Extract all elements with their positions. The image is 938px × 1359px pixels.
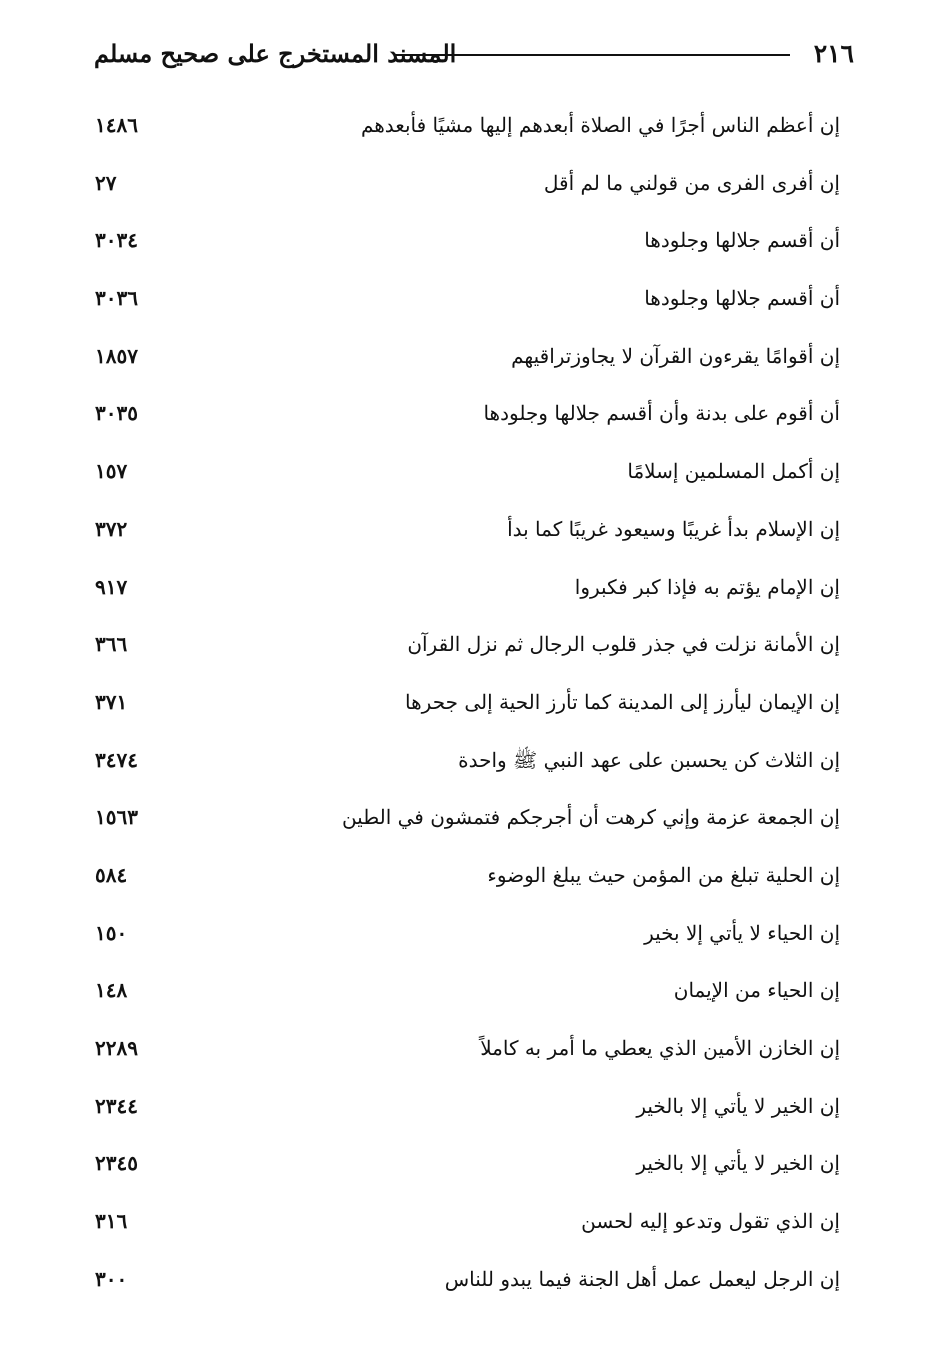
page-number: ٢١٦: [813, 39, 854, 68]
hadith-number: ٢٧: [95, 170, 117, 195]
hadith-number: ٣٧١: [95, 689, 128, 714]
index-entry: [95, 681, 840, 739]
hadith-index-list: [95, 104, 840, 1315]
hadith-number: ٢٢٨٩: [95, 1036, 138, 1060]
index-entry: [95, 854, 840, 912]
hadith-text: إن الإسلام بدأ غريبًا وسيعود غريبًا كما بدأ: [507, 516, 840, 541]
hadith-text: إن الإيمان ليأرز إلى المدينة كما تأرز الحية إلى جحرها: [405, 689, 840, 714]
hadith-text: إن الذي تقول وتدعو إليه لحسن: [581, 1209, 840, 1234]
hadith-text: إن الخير لا يأتي إلا بالخير: [636, 1151, 840, 1176]
hadith-number: ٥٨٤: [95, 862, 128, 887]
hadith-number: ١٥٧: [95, 459, 128, 484]
hadith-number: ٢٣٤٤: [95, 1093, 138, 1118]
hadith-text: أن أقسم جلالها وجلودها: [644, 286, 840, 311]
hadith-number: ١٤٨٦: [95, 113, 138, 137]
hadith-text: إن الحياء لا يأتي إلا بخير: [644, 920, 840, 945]
hadith-number: ١٥٦٣: [95, 805, 138, 830]
index-entry: [95, 912, 840, 970]
index-entry: [95, 969, 840, 1027]
hadith-number: ٩١٧: [95, 574, 128, 599]
hadith-text: أن أقوم على بدنة وأن أقسم جلالها وجلودها: [483, 401, 840, 426]
hadith-number: ٣٤٧٤: [95, 747, 138, 772]
index-entry: [95, 796, 840, 854]
hadith-text: إن الرجل ليعمل عمل أهل الجنة فيما يبدو للناس: [444, 1266, 840, 1291]
page-header: [94, 36, 854, 76]
hadith-number: ١٨٥٧: [95, 343, 138, 368]
hadith-text: إن أعظم الناس أجرًا في الصلاة أبعدهم إليها مشيًا فأبعدهم: [360, 113, 840, 137]
hadith-text: إن الأمانة نزلت في جذر قلوب الرجال ثم نزل القرآن: [407, 632, 840, 657]
index-entry: [95, 335, 840, 393]
index-entry: [95, 1085, 840, 1143]
hadith-text: إن الخازن الأمين الذي يعطي ما أمر به كاملاً: [480, 1036, 840, 1060]
index-entry: [95, 623, 840, 681]
hadith-number: ٣٦٦: [95, 632, 128, 657]
hadith-number: ٣١٦: [95, 1209, 128, 1234]
hadith-number: ٣٠٠: [95, 1266, 128, 1291]
index-entry: [95, 392, 840, 450]
hadith-text: إن الحياء من الإيمان: [673, 978, 840, 1003]
hadith-number: ٣٠٣٦: [95, 286, 138, 311]
hadith-text: إن الخير لا يأتي إلا بالخير: [636, 1093, 840, 1118]
hadith-text: إن الجمعة عزمة وإني كرهت أن أجرجكم فتمشون في الطين: [341, 805, 840, 830]
hadith-text: إن الإمام يؤتم به فإذا كبر فكبروا: [574, 574, 840, 599]
index-entry: [95, 508, 840, 566]
hadith-text: إن أفرى الفرى من قولني ما لم أقل: [543, 170, 840, 195]
index-entry: [95, 1142, 840, 1200]
index-entry: [95, 739, 840, 797]
index-entry: [95, 277, 840, 335]
hadith-text: إن الثلاث كن يحسبن على عهد النبي ﷺ واحدة: [458, 747, 840, 772]
hadith-text: إن أكمل المسلمين إسلامًا: [627, 459, 840, 484]
index-entry: [95, 1258, 840, 1316]
index-entry: [95, 162, 840, 220]
hadith-number: ٢٣٤٥: [95, 1151, 138, 1176]
book-title: المسند المستخرج على صحيح مسلم: [94, 39, 457, 68]
hadith-text: أن أقسم جلالها وجلودها: [644, 228, 840, 253]
hadith-number: ٣٧٢: [95, 516, 128, 541]
hadith-number: ٣٠٣٥: [95, 401, 138, 426]
index-entry: [95, 566, 840, 624]
index-entry: [95, 104, 840, 162]
hadith-text: إن الحلية تبلغ من المؤمن حيث يبلغ الوضوء: [487, 862, 840, 887]
hadith-number: ١٥٠: [95, 920, 128, 945]
index-entry: [95, 1027, 840, 1085]
index-entry: [95, 1200, 840, 1258]
index-entry: [95, 450, 840, 508]
hadith-text: إن أقوامًا يقرءون القرآن لا يجاوزتراقيهم: [511, 343, 840, 368]
index-entry: [95, 219, 840, 277]
hadith-number: ٣٠٣٤: [95, 228, 138, 253]
hadith-number: ١٤٨: [95, 978, 128, 1003]
